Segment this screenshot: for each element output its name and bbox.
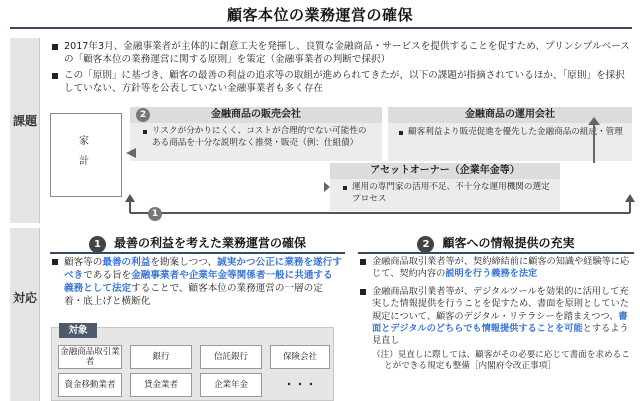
target-banks: 銀行 [130,345,192,369]
asset-owner-item: 運用の専門家の活用不足、不十分な運用機関の選定プロセス [342,182,552,205]
section2-heading [358,232,634,248]
target-fund-transfer: 資金移動業者 [58,373,122,397]
sales-company-item: リスクが分かりにくく、コストが合理的でない可能性のある商品を十分な説明なく推奨・販売（例：仕組債） [142,126,374,149]
section1-text-d: することで、顧客本位の業務運営の一層の定着・底上げと横断化 [64,283,323,307]
section1-number-badge: 1 [89,236,106,253]
section1-text-b: を勘案しつつ、 [150,257,218,268]
target-insurers: 保険会社 [270,345,330,369]
management-company-item: 顧客利益より販売促進を優先した金融商品の組成・管理 [398,127,624,139]
flow-arrows [40,105,640,225]
response-side-label: 対応 [12,291,37,305]
arrow-up-to-management [588,117,600,125]
section1-text-a: 顧客等の [64,257,103,268]
section1-highlight-duty: 誠実かつ公正に業務を遂行すべき [64,257,342,281]
section1-text-c: である旨を [83,270,132,281]
section2-rule [358,252,634,254]
section1-highlight-best-interest: 最善の利益 [102,257,151,268]
section2-b1-text: 金融商品取引業者等が、契約締結前に顧客の知識や経験等に応じて、契約内容の [372,256,630,280]
intro-bullet-1: 2017年3月、金融事業者が主体的に創意工夫を発揮し、良質な金融商品・サービスを提供することを促すため、プリンシプルベースの「顧客本位の業務運営に関する原則」を策定（金融事業者の判断で採択） [50,41,634,66]
arrow-to-asset-owner [324,182,330,192]
target-more: ・・・ [283,378,317,391]
section2-bullet-2 [358,286,634,348]
issues-side-band [10,38,40,223]
section1-bullet [50,256,342,308]
sales-company-title: 金融商品の販売会社 [211,109,301,120]
flow-number-badge: 1 [148,207,162,221]
section1-heading [50,232,345,248]
section2-body [358,256,634,373]
issues-side-label: 課題 [12,114,37,128]
section1-title: 最善の利益を考えた業務運営の確保 [114,236,307,250]
target-securities-firms: 金融商品取引業者 [58,345,122,369]
section1-highlight-legal-duty: 金融事業者や企業年金等関係者一般に共通する義務として法定 [64,270,333,294]
section2-bullet-1 [358,256,634,281]
response-side-band [10,228,40,401]
section1-body [50,256,342,309]
page-title: 顧客本位の業務運営の確保 [226,6,413,24]
section1-rule [50,252,345,254]
sales-number-badge: 2 [136,108,150,122]
title-divider [10,27,632,29]
section2-number-badge: 2 [417,236,434,253]
household-label: 家計 [79,136,89,167]
section2-b1-highlight: 説明を行う義務を法定 [445,268,538,280]
target-corporate-pensions: 企業年金 [200,373,262,397]
intro-bullet-2: この「原則」に基づき、顧客の最善の利益の追求等の取組が進められてきたが、以下の課題が指摘されているほか、「原則」を採択していない、方針等を公表していない金融事業者も多く存在 [50,70,634,95]
section2-title: 顧客への情報提供の充実 [442,236,575,250]
targets-label: 対象 [59,323,97,338]
section2-b2-text-b: とするよう見直し [372,323,629,347]
section2-b2-highlight: 書面とデジタルのどちらでも情報提供することを可能 [372,310,628,335]
target-trust-banks: 信託銀行 [200,345,262,369]
target-money-lenders: 貸金業者 [130,373,192,397]
management-company-header: 金融商品の運用会社 [388,107,632,123]
section2-note: （注）見直しに際しては、顧客がその必要に応じて書面を求めることができる規定も整備［内閣府令改正事項］ [372,349,630,372]
asset-owner-header: アセットオーナー（企業年金等） [330,163,560,179]
intro-bullets [50,41,634,96]
section2-b2-text-a: 金融商品取引業者等が、デジタルツールを効果的に活用して充実した情報提供を行うことを促すため、書面を原則としていた規定について、顧客のデジタル・リテラシーを踏まえつつ、 [372,285,629,322]
